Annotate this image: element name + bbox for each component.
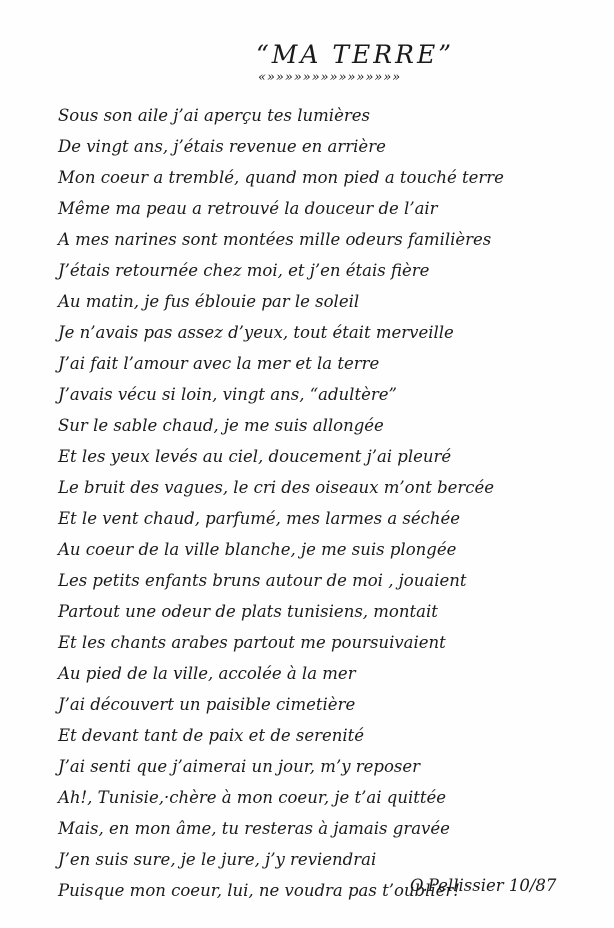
- verse-line: Mon coeur a tremblé, quand mon pied a touché terre: [58, 168, 504, 187]
- verse-line: De vingt ans, j’étais revenue en arrière: [58, 137, 386, 156]
- author-signature: O.Pellissier 10/87: [410, 876, 557, 895]
- verse-line: Le bruit des vagues, le cri des oiseaux m’ont bercée: [58, 478, 495, 497]
- verse-line: Je n’avais pas assez d’yeux, tout était merveille: [58, 323, 454, 342]
- verse-line: Puisque mon coeur, lui, ne voudra pas t’oublier!: [58, 881, 460, 900]
- verse-line: J’avais vécu si loin, vingt ans, “adultère”: [58, 385, 397, 404]
- poem-title: “MA TERRE”: [256, 40, 454, 69]
- verse-line: J’étais retournée chez moi, et j’en étais fière: [58, 261, 430, 280]
- verse-line: Sous son aile j’ai aperçu tes lumières: [58, 106, 370, 125]
- verse-line: Au coeur de la ville blanche, je me suis plongée: [58, 540, 457, 559]
- verse-line: J’en suis sure, je le jure, j’y reviendrai: [58, 850, 377, 869]
- verse-line: J’ai découvert un paisible cimetière: [58, 695, 356, 714]
- title-underline: «»»»»»»»»»»»»»»»: [258, 70, 402, 85]
- verse-line: Et les chants arabes partout me poursuivaient: [58, 633, 446, 652]
- verse-line: Et devant tant de paix et de serenité: [58, 726, 365, 745]
- verse-line: Les petits enfants bruns autour de moi , jouaient: [58, 571, 467, 590]
- verse-line: Au pied de la ville, accolée à la mer: [58, 664, 356, 683]
- verse-line: J’ai senti que j’aimerai un jour, m’y reposer: [58, 757, 421, 776]
- verse-line: A mes narines sont montées mille odeurs familières: [58, 230, 492, 249]
- verse-line: Sur le sable chaud, je me suis allongée: [58, 416, 384, 435]
- verse-line: Partout une odeur de plats tunisiens, montait: [58, 602, 438, 621]
- verse-line: Et le vent chaud, parfumé, mes larmes a séchée: [58, 509, 461, 528]
- verse-line: Au matin, je fus éblouie par le soleil: [58, 292, 360, 311]
- poem-body: [58, 100, 598, 906]
- verse-line: J’ai fait l’amour avec la mer et la terre: [58, 354, 380, 373]
- verse-line: Et les yeux levés au ciel, doucement j’ai pleuré: [58, 447, 452, 466]
- verse-line: Même ma peau a retrouvé la douceur de l’air: [58, 199, 438, 218]
- verse-line: Mais, en mon âme, tu resteras à jamais gravée: [58, 819, 450, 838]
- verse-line: Ah!, Tunisie,·chère à mon coeur, je t’ai quittée: [58, 788, 447, 807]
